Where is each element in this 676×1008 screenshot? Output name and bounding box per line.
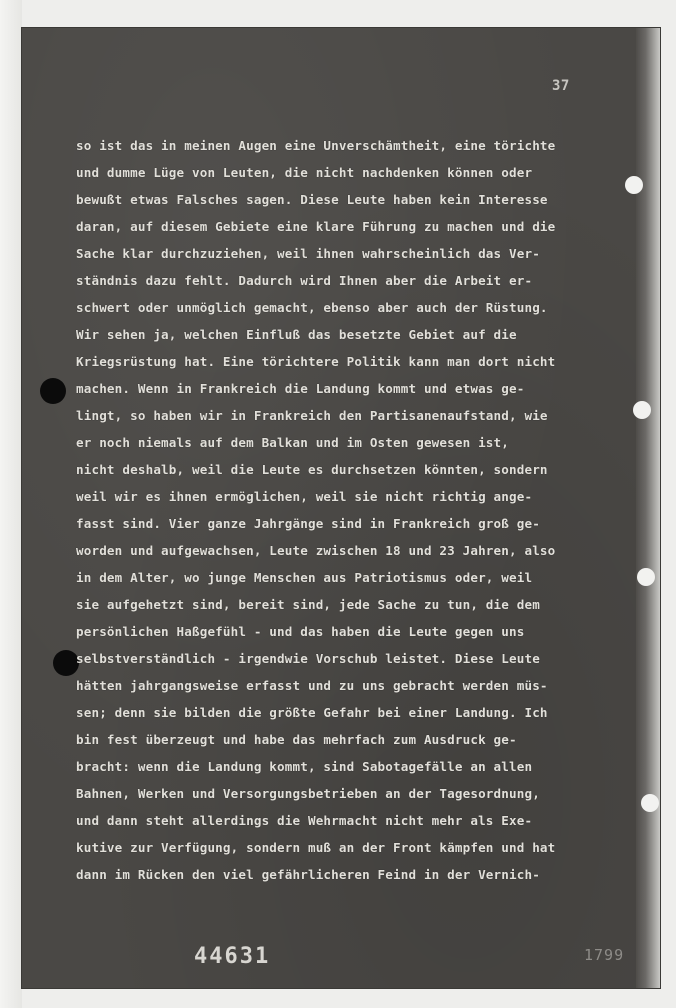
binder-hole bbox=[633, 401, 651, 419]
archive-stamp-number: 44631 bbox=[194, 944, 271, 969]
text-line: bracht: wenn die Landung kommt, sind Sabotagefälle an allen bbox=[76, 759, 533, 774]
text-line: ständnis dazu fehlt. Dadurch wird Ihnen aber die Arbeit er- bbox=[76, 273, 533, 288]
text-line: bewußt etwas Falsches sagen. Diese Leute haben kein Interesse bbox=[76, 192, 548, 207]
text-line: Wir sehen ja, welchen Einfluß das besetzte Gebiet auf die bbox=[76, 327, 517, 342]
page-number: 37 bbox=[552, 78, 570, 94]
text-line: persönlichen Haßgefühl - und das haben die Leute gegen uns bbox=[76, 624, 525, 639]
binder-hole bbox=[637, 568, 655, 586]
binder-hole bbox=[641, 794, 659, 812]
scan-edge bbox=[0, 0, 22, 1008]
text-line: kutive zur Verfügung, sondern muß an der Front kämpfen und hat bbox=[76, 840, 556, 855]
page-edge-strip bbox=[636, 28, 660, 988]
text-line: fasst sind. Vier ganze Jahrgänge sind in Frankreich groß ge- bbox=[76, 516, 540, 531]
text-line: sen; denn sie bilden die größte Gefahr bei einer Landung. Ich bbox=[76, 705, 548, 720]
text-line: worden und aufgewachsen, Leute zwischen 18 und 23 Jahren, also bbox=[76, 543, 556, 558]
text-line: weil wir es ihnen ermöglichen, weil sie nicht richtig ange- bbox=[76, 489, 533, 504]
text-line: bin fest überzeugt und habe das mehrfach zum Ausdruck ge- bbox=[76, 732, 517, 747]
text-line: er noch niemals auf dem Balkan und im Osten gewesen ist, bbox=[76, 435, 509, 450]
document-body bbox=[76, 132, 616, 888]
text-line: dann im Rücken den viel gefährlicheren Feind in der Vernich- bbox=[76, 867, 540, 882]
text-line: und dann steht allerdings die Wehrmacht nicht mehr als Exe- bbox=[76, 813, 533, 828]
text-line: hätten jahrgangsweise erfasst und zu uns gebracht werden müs- bbox=[76, 678, 548, 693]
text-line: Bahnen, Werken und Versorgungsbetrieben an der Tagesordnung, bbox=[76, 786, 540, 801]
text-line: so ist das in meinen Augen eine Unverschämtheit, eine törichte bbox=[76, 138, 556, 153]
text-line: schwert oder unmöglich gemacht, ebenso aber auch der Rüstung. bbox=[76, 300, 548, 315]
punch-hole bbox=[40, 378, 66, 404]
text-line: daran, auf diesem Gebiete eine klare Führung zu machen und die bbox=[76, 219, 556, 234]
text-line: sie aufgehetzt sind, bereit sind, jede Sache zu tun, die dem bbox=[76, 597, 540, 612]
text-line: Sache klar durchzuziehen, weil ihnen wahrscheinlich das Ver- bbox=[76, 246, 540, 261]
text-line: Kriegsrüstung hat. Eine törichtere Politik kann man dort nicht bbox=[76, 354, 556, 369]
binder-hole bbox=[625, 176, 643, 194]
text-line: und dumme Lüge von Leuten, die nicht nachdenken können oder bbox=[76, 165, 533, 180]
text-line: nicht deshalb, weil die Leute es durchsetzen könnten, sondern bbox=[76, 462, 548, 477]
folio-number: 1799 bbox=[584, 946, 625, 964]
text-line: machen. Wenn in Frankreich die Landung kommt und etwas ge- bbox=[76, 381, 525, 396]
text-line: in dem Alter, wo junge Menschen aus Patriotismus oder, weil bbox=[76, 570, 533, 585]
text-line: lingt, so haben wir in Frankreich den Partisanenaufstand, wie bbox=[76, 408, 548, 423]
text-line: selbstverständlich - irgendwie Vorschub leistet. Diese Leute bbox=[76, 651, 540, 666]
